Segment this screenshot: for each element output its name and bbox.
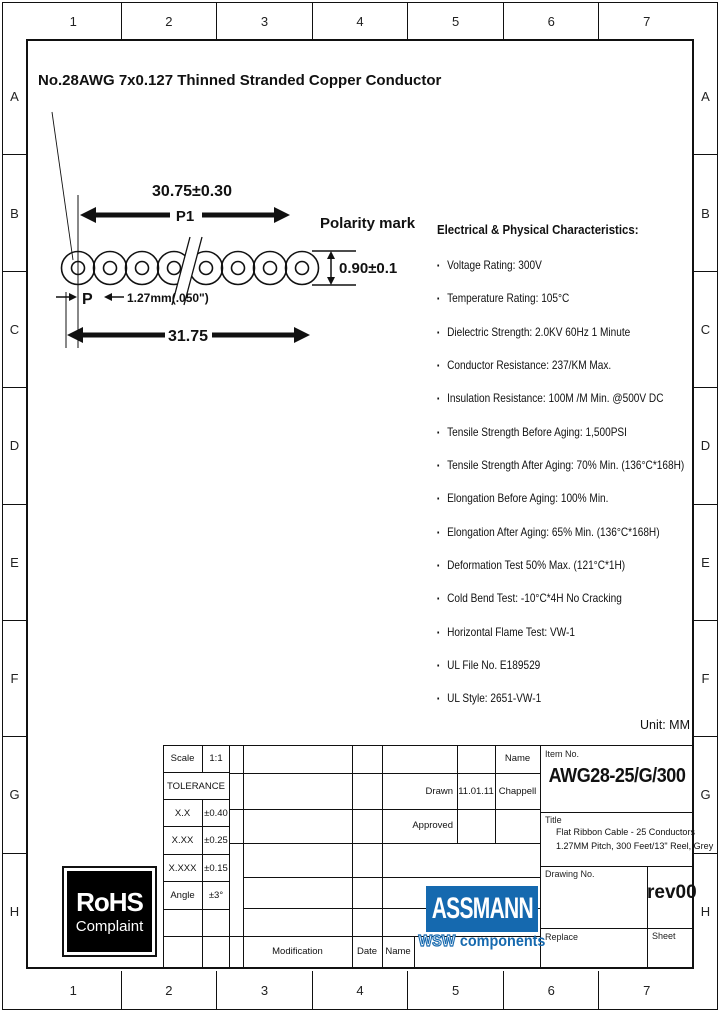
arrowhead-left bbox=[67, 327, 83, 343]
grid-row-label: C bbox=[3, 271, 26, 387]
list-item: ▪ UL File No. E189529 bbox=[437, 658, 541, 673]
list-item: ▪ Dielectric Strength: 2.0KV 60Hz 1 Minute bbox=[437, 324, 631, 339]
scale-value: 1:1 bbox=[209, 753, 223, 764]
grid-col-label: 1 bbox=[69, 13, 77, 29]
tolerance-value: ±3° bbox=[208, 890, 224, 901]
bullet-icon: ▪ bbox=[437, 394, 440, 404]
arrowhead-right bbox=[69, 293, 77, 301]
list-item: ▪ Voltage Rating: 300V bbox=[437, 258, 542, 272]
list-item: ▪ Elongation Before Aging: 100% Min. bbox=[437, 491, 609, 506]
p1-label: P1 bbox=[175, 208, 195, 225]
name-label: Name bbox=[385, 946, 411, 957]
wsw-text: WSW bbox=[418, 933, 456, 950]
tolerance-empty-row bbox=[163, 910, 229, 937]
grid-row-label: B bbox=[694, 154, 717, 270]
list-item: ▪ Cold Bend Test: -10°C*4H No Cracking bbox=[437, 591, 622, 606]
bullet-icon: ▪ bbox=[437, 327, 440, 337]
tolerance-key: X.XX bbox=[163, 827, 203, 854]
grid-column-labels-bottom bbox=[26, 971, 694, 1009]
tolerance-row bbox=[163, 800, 229, 827]
arrowhead-right bbox=[294, 327, 310, 343]
tolerance-key: X.XXX bbox=[163, 855, 203, 881]
bullet-icon: ▪ bbox=[437, 494, 440, 504]
bullet-icon: ▪ bbox=[437, 261, 440, 270]
assmann-logo bbox=[418, 886, 546, 951]
sheet-label: Sheet bbox=[652, 931, 676, 941]
list-item: ▪ Insulation Resistance: 100M /M Min. @500V DC bbox=[437, 391, 664, 406]
list-item: ▪ Conductor Resistance: 237/KM Max. bbox=[437, 358, 612, 373]
rohs-title: RoHS bbox=[76, 886, 143, 917]
title-line-2: 1.27MM Pitch, 300 Feet/13" Reel, Grey bbox=[556, 840, 714, 852]
list-item: ▪ Temperature Rating: 105°C bbox=[437, 291, 570, 306]
line bbox=[229, 809, 540, 810]
tolerance-value: ±0.15 bbox=[204, 862, 228, 874]
tolerance-key: X.X bbox=[163, 800, 203, 826]
leader-line bbox=[52, 112, 73, 260]
rohs-logo bbox=[62, 866, 157, 957]
item-no-label: Item No. bbox=[545, 749, 580, 759]
grid-row-label: B bbox=[3, 154, 26, 270]
p-label: P bbox=[82, 291, 93, 308]
bullet-icon: ▪ bbox=[437, 294, 440, 304]
tolerance-row bbox=[163, 882, 229, 910]
tolerance-key: Angle bbox=[163, 882, 203, 909]
modification-label: Modification bbox=[272, 946, 323, 957]
grid-col-label: 6 bbox=[503, 971, 599, 1009]
cable-cross-section-drawing bbox=[30, 100, 430, 360]
grid-row-label: H bbox=[3, 853, 26, 969]
grid-row-label: D bbox=[3, 387, 26, 503]
grid-col-label: 5 bbox=[407, 971, 503, 1009]
title-line-1: Flat Ribbon Cable - 25 Conductors bbox=[556, 827, 695, 838]
list-item: ▪ Horizontal Flame Test: VW-1 bbox=[437, 624, 575, 639]
line bbox=[229, 843, 540, 844]
line bbox=[540, 928, 694, 929]
grid-row-label: E bbox=[3, 504, 26, 620]
tolerance-table bbox=[163, 745, 229, 969]
components-text: components bbox=[459, 933, 546, 950]
line bbox=[414, 936, 415, 969]
grid-row-label: E bbox=[694, 504, 717, 620]
unit-note: Unit: MM bbox=[640, 718, 690, 732]
line bbox=[229, 773, 540, 774]
grid-row-label: F bbox=[3, 620, 26, 736]
bullet-icon: ▪ bbox=[437, 694, 440, 704]
grid-col-label: 1 bbox=[69, 982, 77, 998]
grid-col-label: 3 bbox=[216, 971, 312, 1009]
title-label: Title bbox=[545, 815, 562, 825]
arrowhead-right bbox=[274, 207, 290, 223]
line bbox=[540, 866, 694, 867]
grid-row-label: F bbox=[694, 620, 717, 736]
drawing-title bbox=[556, 826, 714, 854]
bullet-icon: ▪ bbox=[437, 661, 440, 671]
assmann-logo-box bbox=[426, 886, 538, 932]
grid-col-label: 3 bbox=[216, 3, 312, 39]
characteristics-list bbox=[437, 258, 720, 725]
tolerance-value: ±0.25 bbox=[204, 835, 228, 846]
tolerance-empty-row bbox=[163, 937, 229, 969]
grid-row-label: G bbox=[3, 736, 26, 852]
grid-row-labels-left bbox=[3, 39, 26, 969]
list-item: ▪ Deformation Test 50% Max. (121°C*1H) bbox=[437, 558, 626, 573]
grid-col-label: 4 bbox=[312, 971, 408, 1009]
rohs-subtitle: Complaint bbox=[75, 917, 144, 935]
tolerance-value: ±0.40 bbox=[204, 807, 228, 819]
grid-col-label: 2 bbox=[121, 3, 217, 39]
bullet-icon: ▪ bbox=[437, 361, 440, 371]
replace-label: Replace bbox=[545, 932, 579, 942]
grid-col-label: 4 bbox=[312, 3, 408, 39]
list-item: ▪ UL Style: 2651-VW-1 bbox=[437, 691, 542, 706]
tolerance-header-row bbox=[163, 773, 229, 800]
line bbox=[243, 877, 540, 878]
grid-col-label: 6 bbox=[503, 3, 599, 39]
line bbox=[540, 812, 694, 813]
grid-col-label: 7 bbox=[598, 3, 694, 39]
assmann-wordmark: ASSMANN bbox=[431, 892, 533, 925]
bullet-icon: ▪ bbox=[437, 427, 440, 437]
grid-row-label: A bbox=[701, 89, 710, 105]
bullet-icon: ▪ bbox=[437, 594, 440, 604]
item-no: AWG28-25/G/300 bbox=[548, 765, 686, 787]
date-label: Date bbox=[356, 946, 378, 957]
pitch-label: 1.27mm(.050") bbox=[127, 291, 209, 305]
tolerance-row bbox=[163, 827, 229, 855]
bullet-icon: ▪ bbox=[437, 627, 440, 637]
dim-thickness-text: 0.90±0.1 bbox=[339, 260, 398, 277]
bullet-icon: ▪ bbox=[437, 461, 440, 471]
arrowhead-left bbox=[80, 207, 96, 223]
dim-width-bottom-text: 31.75 bbox=[167, 328, 209, 345]
grid-row-label: G bbox=[694, 736, 717, 852]
drawing-no-label: Drawing No. bbox=[545, 869, 595, 879]
list-item: ▪ Tensile Strength After Aging: 70% Min. (136°C*168H) bbox=[437, 458, 685, 473]
scale-label: Scale bbox=[163, 745, 203, 772]
revision: rev00 bbox=[647, 882, 697, 903]
rohs-logo-inner bbox=[67, 871, 152, 952]
list-item: ▪ Elongation After Aging: 65% Min. (136°C*168H) bbox=[437, 524, 660, 539]
approved-label: Approved bbox=[412, 820, 453, 831]
assmann-sub-wordmark bbox=[418, 933, 546, 951]
drawn-date: 11.01.11 bbox=[458, 786, 494, 797]
conductor-note: No.28AWG 7x0.127 Thinned Stranded Copper Conductor bbox=[38, 72, 442, 89]
bullet-icon: ▪ bbox=[437, 561, 440, 571]
grid-row-label: D bbox=[694, 387, 717, 503]
grid-col-label: 2 bbox=[121, 971, 217, 1009]
grid-row-label: H bbox=[694, 853, 717, 969]
list-item: ▪ Tensile Strength Before Aging: 1,500PSI bbox=[437, 424, 627, 439]
grid-column-labels-top bbox=[26, 3, 694, 39]
grid-row-label: A bbox=[10, 89, 19, 105]
drawn-label: Drawn bbox=[425, 786, 453, 797]
polarity-mark-label: Polarity mark bbox=[320, 215, 416, 232]
tolerance-label: TOLERANCE bbox=[167, 780, 225, 792]
arrowhead-left bbox=[104, 293, 112, 301]
grid-row-label: C bbox=[694, 271, 717, 387]
name-header: Name bbox=[504, 753, 531, 764]
grid-col-label: 7 bbox=[598, 971, 694, 1009]
characteristics-heading: Electrical & Physical Characteristics: bbox=[437, 222, 639, 237]
tolerance-row bbox=[163, 855, 229, 882]
dim-width-top-text: 30.75±0.30 bbox=[152, 183, 232, 200]
scale-row bbox=[163, 745, 229, 773]
bullet-icon: ▪ bbox=[437, 527, 440, 537]
drawn-name: Chappell bbox=[498, 786, 537, 797]
grid-col-label: 5 bbox=[407, 3, 503, 39]
